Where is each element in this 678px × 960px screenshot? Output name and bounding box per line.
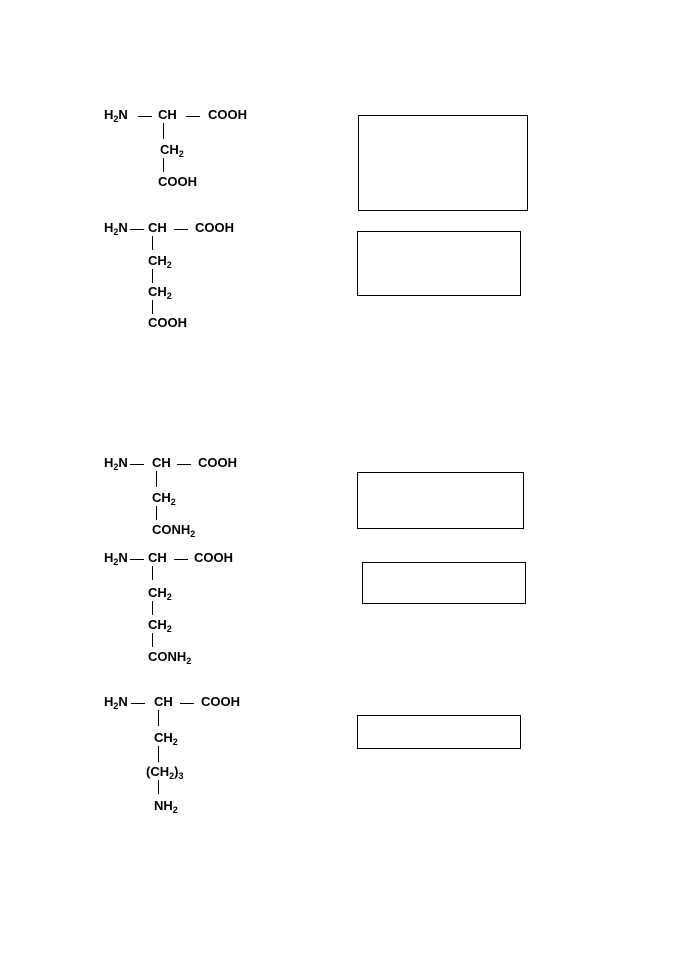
bond <box>177 464 191 465</box>
alpha-carbon: CH <box>148 220 167 235</box>
answer-box-4[interactable] <box>362 562 526 604</box>
answer-box-1[interactable] <box>358 115 528 211</box>
side-chain-group: $CH_2$ <box>160 142 184 159</box>
side-chain-group: $CH_2$ <box>148 284 172 301</box>
bond <box>152 269 153 283</box>
bond <box>152 566 153 580</box>
bond <box>174 559 188 560</box>
bond <box>131 703 145 704</box>
alpha-carbon: CH <box>154 694 173 709</box>
bond <box>163 123 164 139</box>
bond <box>130 559 144 560</box>
bond <box>158 780 159 794</box>
carboxyl-group: COOH <box>208 107 247 122</box>
alpha-carbon: CH <box>158 107 177 122</box>
bond <box>174 229 188 230</box>
bond <box>180 703 194 704</box>
bond <box>156 506 157 520</box>
bond <box>152 601 153 615</box>
answer-box-5[interactable] <box>357 715 521 749</box>
bond <box>158 710 159 726</box>
answer-box-3[interactable] <box>357 472 524 529</box>
answer-box-2[interactable] <box>357 231 521 296</box>
bond <box>158 746 159 762</box>
bond <box>186 116 200 117</box>
bond <box>130 464 144 465</box>
side-chain-group: COOH <box>158 174 197 189</box>
side-chain-group: COOH <box>148 315 187 330</box>
side-chain-group: $CH_2$ <box>148 585 172 602</box>
side-chain-group: $CONH_2$ <box>148 649 192 666</box>
side-chain-group: $(CH_2)_3$ <box>146 764 184 781</box>
side-chain-group: $CH_2$ <box>148 253 172 270</box>
amino-group: $H_2N$ <box>104 694 128 711</box>
bond <box>152 236 153 250</box>
carboxyl-group: COOH <box>195 220 234 235</box>
side-chain-group: $CH_2$ <box>148 617 172 634</box>
side-chain-group: $NH_2$ <box>154 798 178 815</box>
alpha-carbon: CH <box>152 455 171 470</box>
side-chain-group: $CH_2$ <box>152 490 176 507</box>
carboxyl-group: COOH <box>201 694 240 709</box>
alpha-carbon: CH <box>148 550 167 565</box>
bond <box>130 229 144 230</box>
amino-group: $H_2N$ <box>104 220 128 237</box>
bond <box>152 300 153 314</box>
bond <box>163 158 164 172</box>
amino-group: $H_2N$ <box>104 550 128 567</box>
side-chain-group: $CH_2$ <box>154 730 178 747</box>
bond <box>152 633 153 647</box>
carboxyl-group: COOH <box>194 550 233 565</box>
amino-group: $H_2N$ <box>104 455 128 472</box>
bond <box>156 471 157 487</box>
amino-group: $H_2N$ <box>104 107 128 124</box>
carboxyl-group: COOH <box>198 455 237 470</box>
bond <box>138 116 152 117</box>
side-chain-group: $CONH_2$ <box>152 522 196 539</box>
